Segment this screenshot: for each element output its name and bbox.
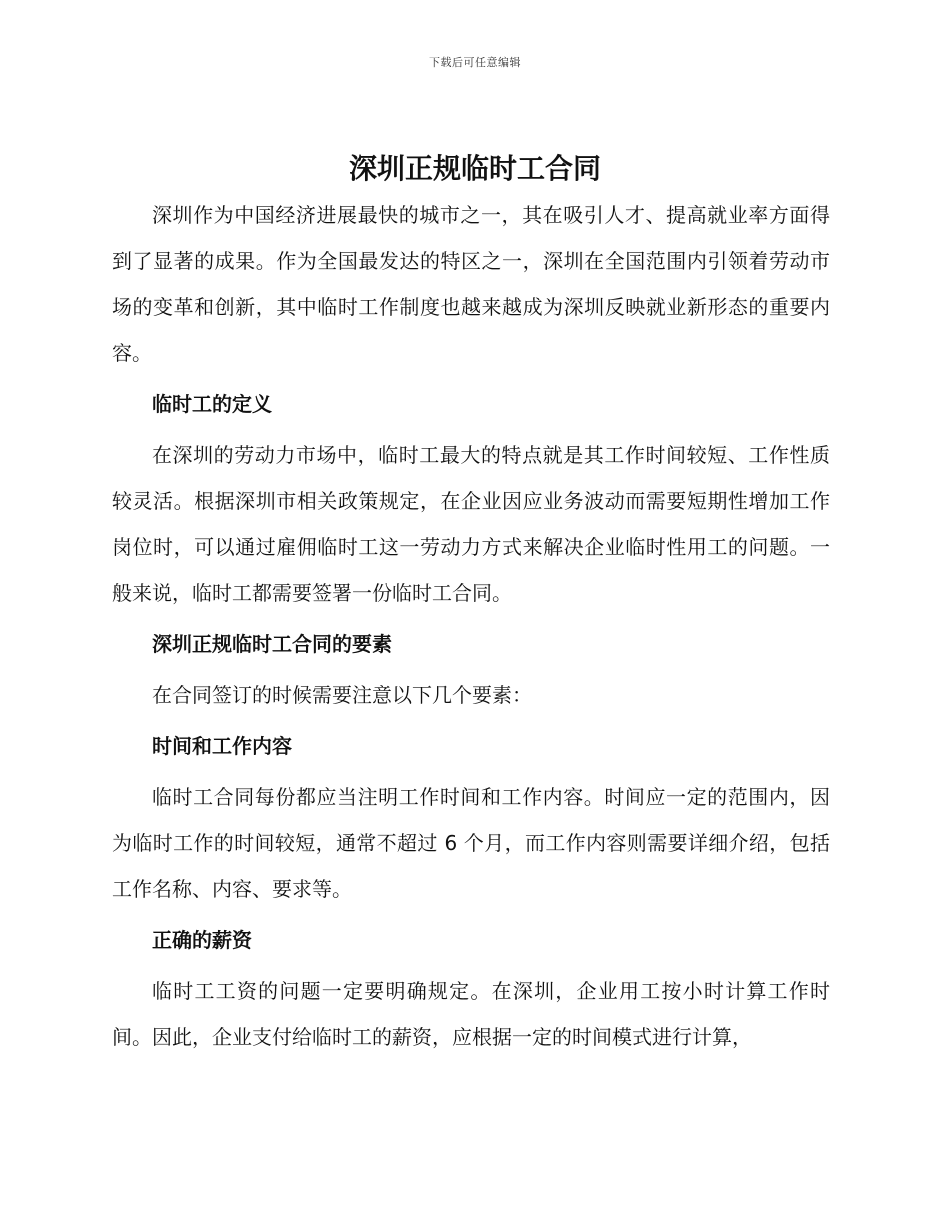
paragraph-intro: 深圳作为中国经济进展最快的城市之一，其在吸引人才、提高就业率方面得到了显著的成果。作为全国最发达的特区之一，深圳在全国范围内引领着劳动市场的变革和创新，其中临时工作制度也越来越成为深圳反映就业新形态的重要内容。: [112, 203, 830, 365]
paragraph-elements-intro: 在合同签订的时候需要注意以下几个要素：: [152, 683, 532, 707]
paragraph-time-content: 临时工合同每份都应当注明工作时间和工作内容。时间应一定的范围内，因为临时工作的时间较短，通常不超过 6 个月，而工作内容则需要详细介绍，包括工作名称、内容、要求等。: [112, 785, 830, 901]
document-title: 深圳正规临时工合同: [348, 152, 601, 185]
section-heading-time-content: 时间和工作内容: [152, 734, 292, 758]
document-body: [112, 192, 830, 1065]
paragraph-definition: 在深圳的劳动力市场中，临时工最大的特点就是其工作时间较短、工作性质较灵活。根据深圳市相关政策规定，在企业因应业务波动而需要短期性增加工作岗位时，可以通过雇佣临时工这一劳动力方式来解决企业临时性用工的问题。一般来说，临时工都需要签署一份临时工合同。: [112, 443, 830, 605]
section-heading-definition: 临时工的定义: [152, 392, 272, 416]
section-heading-contract-elements: 深圳正规临时工合同的要素: [152, 632, 392, 656]
section-heading-salary: 正确的薪资: [152, 928, 252, 952]
paragraph-salary: 临时工工资的问题一定要明确规定。在深圳，企业用工按小时计算工作时间。因此，企业支付给临时工的薪资，应根据一定的时间模式进行计算，: [112, 979, 830, 1049]
header-note: 下载后可任意编辑: [429, 56, 521, 69]
